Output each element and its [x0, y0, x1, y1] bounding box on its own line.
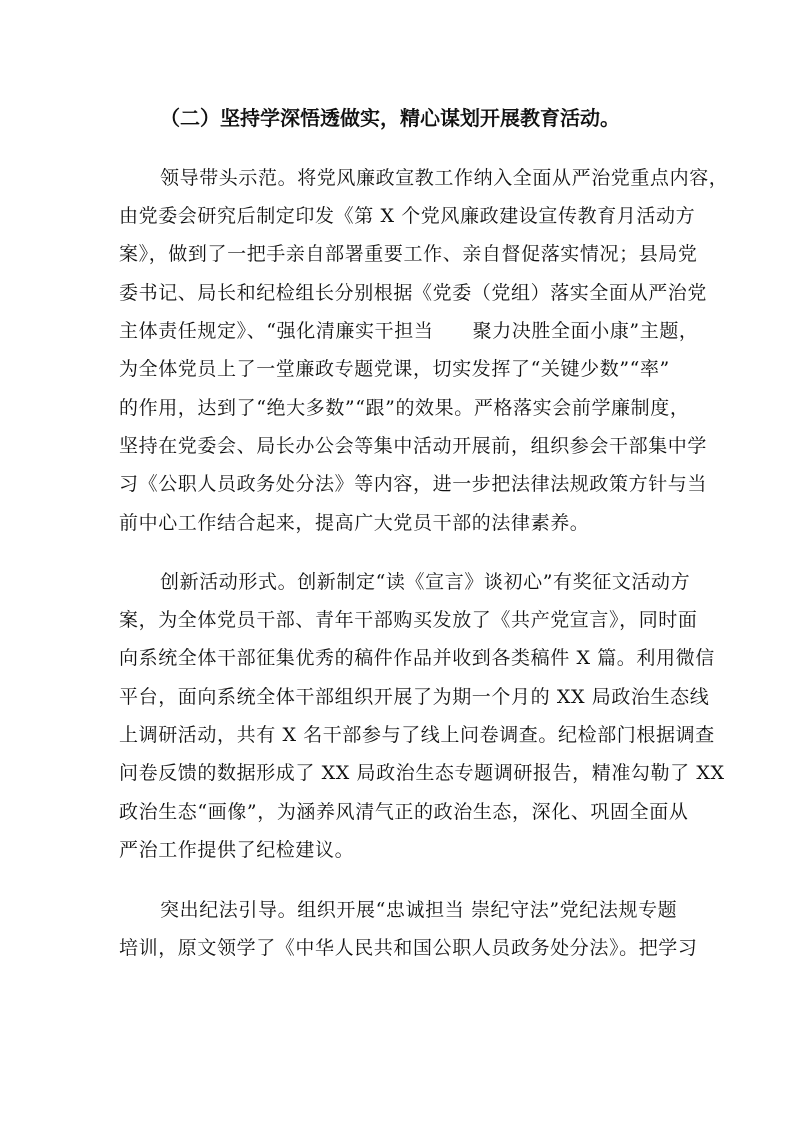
section-heading: （二）坚持学深悟透做实，精心谋划开展教育活动。 — [160, 106, 620, 130]
paragraph-1-line-7: 的作用，达到了“绝大多数”“跟”的效果。严格落实会前学廉制度， — [119, 397, 690, 419]
paragraph-1-line-5: 主体责任规定》、“强化清廉实干担当 聚力决胜全面小康”主题， — [119, 320, 699, 342]
paragraph-1-line-1: 领导带头示范。将党风廉政宣教工作纳入全面从严治党重点内容， — [160, 167, 729, 189]
paragraph-1-line-10: 前中心工作结合起来，提高广大党员干部的法律素养。 — [119, 512, 590, 534]
paragraph-1-line-2: 由党委会研究后制定印发《第 X 个党风廉政建设宣传教育月活动方 — [119, 205, 696, 227]
paragraph-2-line-7: 政治生态“画像”，为涵养风清气正的政治生态，深化、巩固全面从 — [119, 801, 689, 823]
paragraph-1-line-3: 案》，做到了一把手亲自部署重要工作、亲自督促落实情况；县局党 — [119, 243, 698, 265]
paragraph-1-line-4: 委书记、局长和纪检组长分别根据《党委（党组）落实全面从严治党 — [119, 282, 708, 304]
paragraph-2-line-5: 上调研活动，共有 X 名干部参与了线上问卷调查。纪检部门根据调查 — [119, 724, 715, 746]
paragraph-2-line-4: 平台，面向系统全体干部组织开展了为期一个月的 XX 局政治生态线 — [119, 686, 710, 708]
paragraph-3-line-1: 突出纪法引导。组织开展“忠诚担当 崇纪守法”党纪法规专题 — [160, 899, 678, 921]
paragraph-2-line-2: 案，为全体党员干部、青年干部购买发放了《共产党宣言》，同时面 — [119, 609, 698, 631]
paragraph-1-line-6: 为全体党员上了一堂廉政专题党课，切实发挥了“关键少数”“率” — [119, 358, 670, 380]
paragraph-2-line-1: 创新活动形式。创新制定“读《宣言》谈初心”有奖征文活动方 — [160, 571, 691, 593]
paragraph-1-line-9: 习《公职人员政务处分法》等内容，进一步把法律法规政策方针与当 — [119, 473, 708, 495]
paragraph-2-line-6: 问卷反馈的数据形成了 XX 局政治生态专题调研报告，精准勾勒了 XX — [119, 762, 725, 784]
paragraph-2-line-3: 向系统全体干部征集优秀的稿件作品并收到各类稿件 X 篇。利用微信 — [119, 647, 715, 669]
paragraph-1-line-8: 坚持在党委会、局长办公会等集中活动开展前，组织参会干部集中学 — [119, 435, 708, 457]
paragraph-3-line-2: 培训，原文领学了《中华人民共和国公职人员政务处分法》。把学习 — [119, 937, 698, 959]
paragraph-2-line-8: 严治工作提供了纪检建议。 — [119, 839, 355, 861]
